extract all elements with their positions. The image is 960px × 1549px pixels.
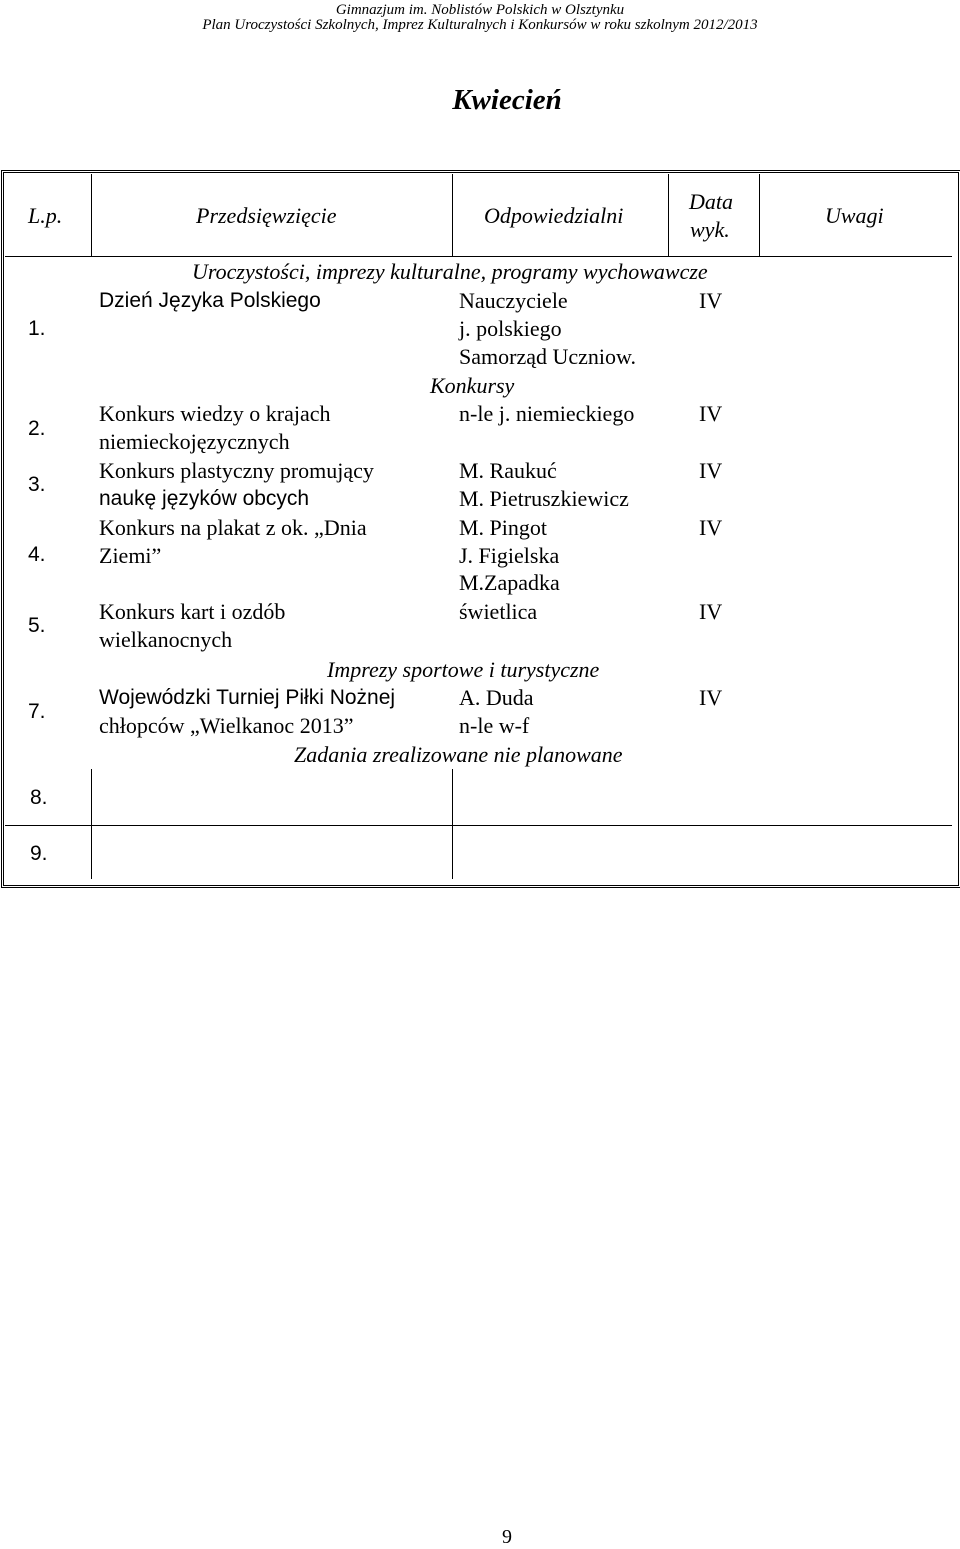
date-value: IV <box>699 685 723 710</box>
header-lp: L.p. <box>28 203 63 228</box>
row-number: 3. <box>28 473 46 496</box>
responsible-line1: świetlica <box>459 599 538 624</box>
event-name-line2: wielkanocnych <box>99 627 233 652</box>
section-unplanned: Zadania zrealizowane nie planowane <box>294 742 623 767</box>
event-name-line1: Konkurs plastyczny promujący <box>99 458 374 483</box>
event-name-line2: naukę języków obcych <box>99 487 310 510</box>
header-date-line2: wyk. <box>690 217 730 242</box>
responsible-line2: n-le w-f <box>459 713 530 738</box>
event-name-line1: Konkurs na plakat z ok. „Dnia <box>99 515 367 540</box>
event-name-line1: Konkurs wiedzy o krajach <box>99 401 331 426</box>
section-ceremonies: Uroczystości, imprezy kulturalne, programy wychowawcze <box>192 259 708 284</box>
row-number: 1. <box>28 317 46 340</box>
responsible-line1: M. Raukuć <box>459 458 557 483</box>
row-number: 2. <box>28 417 46 440</box>
responsible-line2: M. Pietruszkiewicz <box>459 486 629 511</box>
row-number: 8. <box>30 786 48 809</box>
responsible-line3: M.Zapadka <box>459 570 560 595</box>
event-name-line1: Konkurs kart i ozdób <box>99 599 286 624</box>
date-value: IV <box>699 288 723 313</box>
event-name-line2: niemieckojęzycznych <box>99 429 290 454</box>
header-notes: Uwagi <box>825 203 884 228</box>
event-name-line2: Ziemi” <box>99 543 162 568</box>
section-sports: Imprezy sportowe i turystyczne <box>327 657 600 682</box>
responsible-line3: Samorząd Uczniow. <box>459 344 636 369</box>
responsible-line1: A. Duda <box>459 685 534 710</box>
date-value: IV <box>699 599 723 624</box>
row-number: 5. <box>28 614 46 637</box>
header-event: Przedsięwzięcie <box>196 203 337 228</box>
date-value: IV <box>699 515 723 540</box>
responsible-line1: Nauczyciele <box>459 288 568 313</box>
responsible-line2: j. polskiego <box>459 316 562 341</box>
plan-title: Plan Uroczystości Szkolnych, Imprez Kulturalnych i Konkursów w roku szkolnym 2012/2013 <box>202 17 758 33</box>
school-name: Gimnazjum im. Noblistów Polskich w Olsztynku <box>335 2 625 18</box>
date-value: IV <box>699 458 723 483</box>
month-title: Kwiecień <box>452 84 562 116</box>
section-contests: Konkursy <box>430 373 515 398</box>
header-date-line1: Data <box>689 189 733 214</box>
responsible-line2: J. Figielska <box>459 543 560 568</box>
responsible-line1: M. Pingot <box>459 515 548 540</box>
row-number: 4. <box>28 543 46 566</box>
date-value: IV <box>699 401 723 426</box>
row-number: 7. <box>28 700 46 723</box>
event-name-line1: Wojewódzki Turniej Piłki Nożnej <box>99 686 396 709</box>
header-responsible: Odpowiedzialni <box>484 203 624 228</box>
row-number: 9. <box>30 842 48 865</box>
event-name: Dzień Języka Polskiego <box>99 289 321 312</box>
responsible-line1: n-le j. niemieckiego <box>459 401 635 426</box>
page-number: 9 <box>502 1526 512 1548</box>
event-name-line2: chłopców „Wielkanoc 2013” <box>99 713 354 738</box>
